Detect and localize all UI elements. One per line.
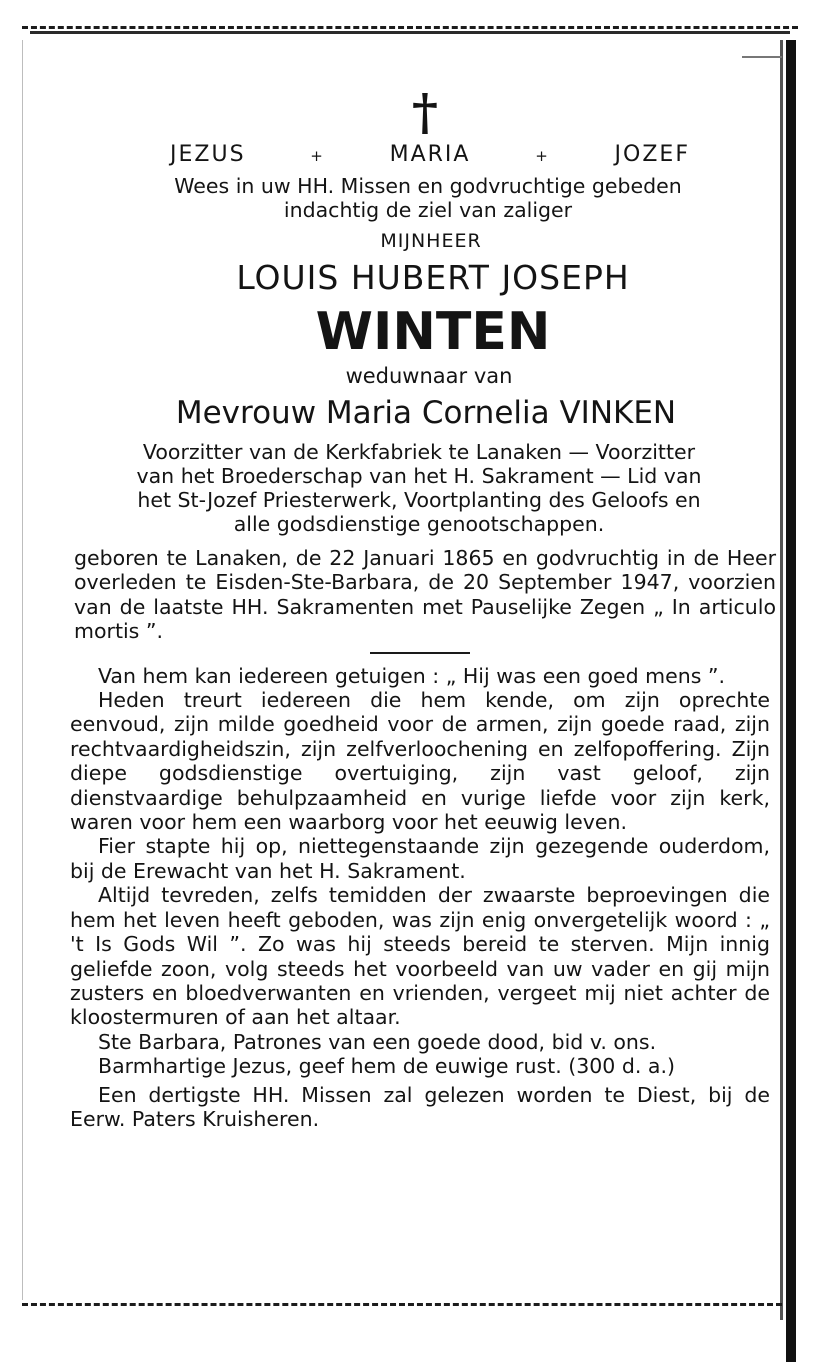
invocation-separator: + bbox=[310, 147, 325, 165]
functions-text bbox=[68, 440, 770, 536]
prayer-line: Ste Barbara, Patrones van een goede dood, bid v. ons. bbox=[98, 1029, 657, 1054]
invocation-jezus: JEZUS bbox=[170, 142, 246, 167]
prayer-line: Barmhartige Jezus, geef hem de euwige rust. (300 d. a.) bbox=[98, 1054, 675, 1079]
intro-line: indachtig de ziel van zaliger bbox=[283, 198, 573, 222]
scan-border-right-inner bbox=[780, 40, 783, 1320]
birth-death-text: geboren te Lanaken, de 22 Januari 1865 en godvruchtig in de Heer overleden te Eisden-Ste-Barbara, de 20 September 1947, voorzien van de laatste HH. Sakramenten met Pauselijke Zegen „ In articulo mortis ”. bbox=[74, 546, 776, 644]
eulogy-body bbox=[70, 664, 770, 1132]
given-names: LOUIS HUBERT JOSEPH bbox=[236, 258, 630, 297]
surname: WINTEN bbox=[315, 302, 551, 362]
functions-line: van het Broederschap van het H. Sakrament — Lid van bbox=[136, 464, 702, 488]
intro-line: Wees in uw HH. Missen en godvruchtige gebeden bbox=[174, 174, 682, 198]
cross-icon: † bbox=[411, 82, 439, 141]
invocation-separator: + bbox=[535, 147, 550, 165]
invocation-line bbox=[170, 142, 690, 170]
eulogy-paragraph: Heden treurt iedereen die hem kende, om zijn oprechte eenvoud, zijn milde goedheid voor de armen, zijn goede raad, zijn rechtvaardigheidszin, zijn zelfverloochening en zelfopoffering. Zijn diepe godsdienstige overtuiging, zijn vast geloof, zijn dienstvaardige behulpzaamheid en vurige liefde voor zijn kerk, waren voor hem een waarborg voor het eeuwig leven. bbox=[70, 688, 770, 835]
honorific-title: MIJNHEER bbox=[380, 230, 482, 252]
scan-border-right bbox=[786, 40, 796, 1362]
scan-border-bottom bbox=[22, 1303, 782, 1306]
scan-border-left bbox=[22, 40, 23, 1300]
invocation-jozef: JOZEF bbox=[614, 142, 690, 167]
eulogy-paragraph: Van hem kan iedereen getuigen : „ Hij was een goed mens ”. bbox=[98, 663, 726, 688]
masses-notice: Een dertigste HH. Missen zal gelezen worden te Diest, bij de Eerw. Paters Kruisheren. bbox=[70, 1082, 770, 1131]
section-divider bbox=[370, 652, 470, 654]
intro-text bbox=[86, 174, 770, 222]
functions-line: het St-Jozef Priesterwerk, Voortplanting des Geloofs en bbox=[137, 488, 701, 512]
scan-border-top bbox=[22, 26, 798, 29]
memorial-card bbox=[62, 82, 776, 1292]
spouse-name: Mevrouw Maria Cornelia VINKEN bbox=[175, 395, 677, 431]
functions-line: Voorzitter van de Kerkfabriek te Lanaken — Voorzitter bbox=[142, 440, 696, 464]
eulogy-paragraph: Fier stapte hij op, niettegenstaande zijn gezegende ouderdom, bij de Erewacht van het H. Sakrament. bbox=[70, 834, 770, 883]
invocation-maria: MARIA bbox=[389, 142, 471, 167]
functions-line: alle godsdienstige genootschappen. bbox=[233, 512, 605, 536]
relation-text: weduwnaar van bbox=[345, 364, 513, 388]
eulogy-paragraph: Altijd tevreden, zelfs temidden der zwaarste beproevingen die hem het leven heeft geboden, was zijn enig onvergetelijk woord : „ 't Is Gods Wil ”. Zo was hij steeds bereid te sterven. Mijn innig geliefde zoon, volg steeds het voorbeeld van uw vader en gij mijn zusters en bloedverwanten en vrienden, vergeet mij niet achter de kloostermuren of aan het altaar. bbox=[70, 883, 770, 1030]
scan-mark bbox=[742, 56, 782, 58]
scan-border-top-line bbox=[30, 31, 790, 34]
